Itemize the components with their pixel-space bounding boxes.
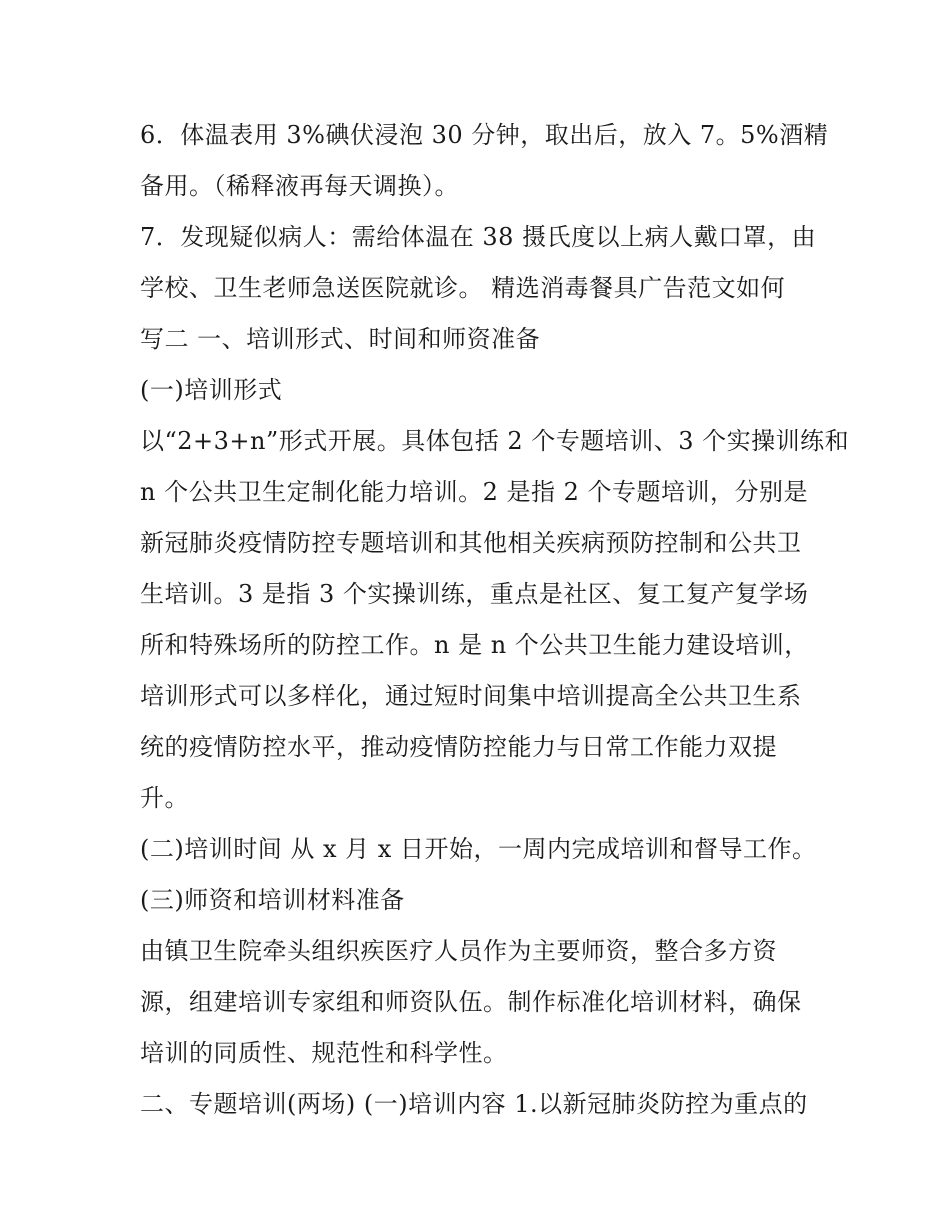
text-line: 新冠肺炎疫情防控专题培训和其他相关疾病预防控制和公共卫 <box>140 529 802 557</box>
section-heading: (一)培训形式 <box>140 376 283 404</box>
text-line: 备用。（稀释液再每天调换）。 <box>140 172 459 200</box>
text-line: 所和特殊场所的防控工作。n 是 n 个公共卫生能力建设培训， <box>140 631 809 659</box>
text-line: 6．体温表用 3%碘伏浸泡 30 分钟，取出后，放入 7。5%酒精 <box>140 121 829 149</box>
section-heading: 二、专题培训(两场) (一)培训内容 1.以新冠肺炎防控为重点的 <box>140 1090 808 1118</box>
section-heading: (三)师资和培训材料准备 <box>140 886 405 914</box>
text-line: 源，组建培训专家组和师资队伍。制作标准化培训材料，确保 <box>140 988 802 1016</box>
text-line: n 个公共卫生定制化能力培训。2 是指 2 个专题培训，分别是 <box>140 478 809 506</box>
text-line: 学校、卫生老师急送医院就诊。 精选消毒餐具广告范文如何 <box>140 274 786 302</box>
text-line: 写二 一、培训形式、时间和师资准备 <box>140 325 541 353</box>
text-line: 7．发现疑似病人：需给体温在 38 摄氏度以上病人戴口罩，由 <box>140 223 817 251</box>
section-heading: (二)培训时间 从 x 月 x 日开始，一周内完成培训和督导工作。 <box>140 835 817 863</box>
document-body <box>140 110 850 1130</box>
text-line: 升。 <box>140 784 189 812</box>
text-line: 生培训。3 是指 3 个实操训练，重点是社区、复工复产复学场 <box>140 580 809 608</box>
text-line: 由镇卫生院牵头组织疾医疗人员作为主要师资，整合多方资 <box>140 937 777 965</box>
text-line: 统的疫情防控水平，推动疫情防控能力与日常工作能力双提 <box>140 733 777 761</box>
text-line: 以“2+3+n”形式开展。具体包括 2 个专题培训、3 个实操训练和 <box>140 427 850 455</box>
text-line: 培训形式可以多样化，通过短时间集中培训提高全公共卫生系 <box>140 682 802 710</box>
text-line: 培训的同质性、规范性和科学性。 <box>140 1039 508 1067</box>
